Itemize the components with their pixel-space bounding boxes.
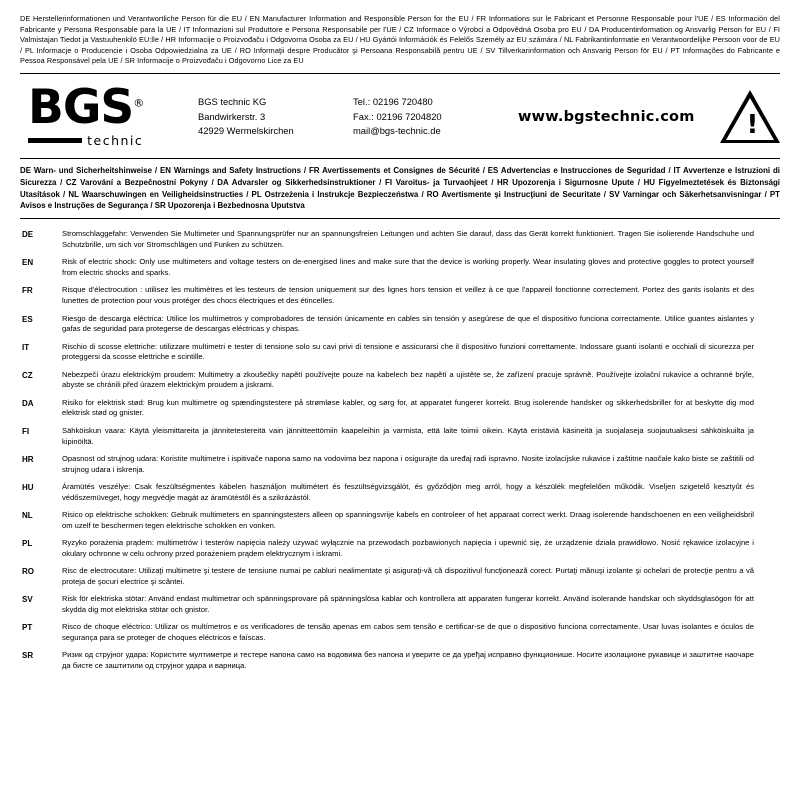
language-code: EN: [22, 258, 34, 268]
company-name: BGS technic KG: [198, 96, 267, 108]
logo-subtext: technic: [87, 132, 144, 148]
company-contact: [353, 95, 518, 139]
language-code: SR: [22, 651, 34, 661]
manufacturer-information-block: DE Herstellerinformationen und Verantwortliche Person für die EU / EN Manufacturer Information and Responsible Person for the EU / FR Informations sur le Fabricant et Personne Responsable pour l'UE / ES Información del Fabricante y Persona Responsable para la UE / IT Informazioni sul Produttore e Persona Responsabile per l'UE / CZ Informace o Výrobci a Odpovědná Osoba pro EU / DA Producentinformation og Ansvarlig Person for EU / FI Valmistajan Tiedot ja Vastuuhenkilö EU:lle / HR Informacije o Proizvođaču i Odgovorna Osoba za EU / HU Gyártói Információk és Felelős Személy az EU számára / NL Fabrikantinformatie en Verantwoordelijke Persoon voor de EU / PL Informacje o Producencie i Osoba Odpowiedzialna za UE / RO Informaţii despre Producător şi Persoana Responsabilă pentru UE / SV Tillverkarinformation och Ansvarig Person för EU / PT Informações do Fabricante e Pessoa Responsável pela UE / SR Informacije o Proizvođaču i Odgovorno Lice za EU: [20, 14, 780, 66]
list-item: [20, 257, 780, 279]
list-item: [20, 622, 780, 644]
language-code: HU: [22, 482, 34, 492]
fax-value: 02196 7204820: [376, 110, 442, 122]
language-text: Risc de electrocutare: Utilizaţi multimetre şi testere de tensiune numai pe cabluri nealimentate şi asiguraţi-vă că dispozitivul funcţionează corect. Purtaţi mănuşi izolante şi ochelari de protecţie pentru a vă proteja de şocuri electrice şi scântei.: [62, 566, 754, 586]
language-text: Opasnost od strujnog udara: Koristite multimetre i ispitivače napona samo na vodovima bez napona i osigurajte da uređaj radi ispravno. Nosite izolacijske rukavice i zaštitne naočale kako biste se zaštitili od strujnog udara i iskrenja.: [62, 453, 754, 474]
warning-triangle-container: [695, 90, 800, 143]
language-text: Stromschlaggefahr: Verwenden Sie Multimeter und Spannungsprüfer nur an spannungsfreien Leitungen und achten Sie darauf, dass das Gerät korrekt funktioniert. Tragen Sie isolierende Handschuhe und Schutzbrille, um sich vor Stromschlägen und Funken zu schützen.: [62, 229, 754, 250]
list-item: [20, 398, 780, 420]
brand-logo: [20, 80, 198, 148]
company-street: Bandwirkerstr. 3: [198, 110, 266, 122]
list-item: [20, 342, 780, 364]
telephone-line: [353, 95, 518, 110]
language-text: Risco de choque eléctrico: Utilizar os multímetros e os verificadores de tensão apenas em cabos sem tensão e certificar-se de que o dispositivo funciona correctamente. Usar luvas isolantes e óculos de segurança para se proteger de choques eléctricos e faíscas.: [62, 622, 754, 642]
language-text: Nebezpečí úrazu elektrickým proudem: Multimetry a zkoušečky napětí používejte pouze na kabelech bez napětí a ujistěte se, že zařízení pracuje správně. Používejte izolační rukavice a ochranné brýle, abyste se chránili před úrazem elektrickým proudem a jiskrami.: [62, 369, 754, 390]
language-code: CZ: [22, 370, 33, 380]
language-text: Ryzyko porażenia prądem: multimetrów i testerów napięcia należy używać wyłącznie na przewodach pozbawionych napięcia i upewnić się, że urządzenie działa prawidłowo. Nosić rękawice izolacyjne i okulary ochronne w celu ochrony przed porażeniem prądem elektrycznym i iskrami.: [62, 538, 754, 558]
list-item: [20, 426, 780, 448]
language-text: Risque d'électrocution : utilisez les multimètres et les testeurs de tension uniquement sur des lignes hors tension et veillez à ce que l'appareil fonctionne correctement. Portez des gants isolants et des lunettes de protection pour vous protéger des chocs électriques et des étincelles.: [62, 285, 754, 306]
language-code: IT: [22, 342, 30, 352]
list-item: [20, 510, 780, 532]
language-text: Risico op elektrische schokken: Gebruik multimeters en spanningstesters alleen op spanningsvrije kabels en controleer of het apparaat correct werkt. Draag isolerende handschoenen en een veiligheidsbril om uzelf te beschermen tegen elektrische schokken en vonken.: [62, 509, 754, 530]
registered-trademark-icon: ®: [133, 96, 144, 110]
safety-instructions-heading: DE Warn- und Sicherheitshinweise / EN Warnings and Safety Instructions / FR Avertissements et Consignes de Sécurité / ES Advertencias e Instrucciones de Seguridad / IT Avvertenze e Istruzioni di Sicurezza / CZ Varování a Bezpečnostní Pokyny / DA Advarsler og Sikkerhedsinstruktioner / FI Varoitus- ja Turvaohjeet / HR Upozorenja i Sigurnosne Upute / HU Figyelmeztetések és Biztonsági Utasítások / NL Waarschuwingen en Veiligheidsinstructies / PL Ostrzeżenia i Instrukcje Bezpieczeństwa / RO Avertismente şi Instrucţiuni de Securitate / SV Varningar och Säkerhetsanvisningar / PT Avisos e Instruções de Segurança / SR Upozorenja i Bezbednosna Uputstva: [20, 165, 780, 211]
telephone-label: Tel.:: [353, 96, 371, 108]
language-code: SV: [22, 595, 33, 605]
list-item: [20, 285, 780, 307]
list-item: [20, 594, 780, 616]
company-address-band: [20, 74, 780, 158]
language-text: Rischio di scosse elettriche: utilizzare multimetri e tester di tensione solo su cavi privi di tensione e assicurarsi che il dispositivo funzioni correttamente. Indossare guanti isolanti e occhiali di sicurezza per proteggersi da scosse elettriche e scintille.: [62, 341, 754, 362]
language-text: Ризик од струјног удара: Користите мултиметре и тестере напона само на водовима без напона и уверите се да уређај исправно функционише. Носите изолационе рукавице и заштитне наочаре да бисте се заштитили од струјног удара и варница.: [62, 650, 754, 671]
language-code: RO: [22, 567, 34, 577]
list-item: [20, 566, 780, 588]
language-text: Áramütés veszélye: Csak feszültségmentes kábelen használjon multimétert és feszültségvizsgálót, és győződjön meg arról, hogy a készülék megfelelően működik. Viseljen szigetelő kesztyűt és védőszemüveget, hogy megvédje magát az áramütéstől és a szikrázástól.: [62, 481, 754, 502]
list-item: [20, 314, 780, 336]
fax-line: [353, 110, 518, 125]
list-item: [20, 538, 780, 560]
list-item: [20, 482, 780, 504]
language-code: DA: [22, 398, 34, 408]
list-item: [20, 650, 780, 672]
list-item: [20, 370, 780, 392]
email-value: mail@bgs-technic.de: [353, 125, 441, 137]
language-code: ES: [22, 314, 33, 324]
language-text: Sähköiskun vaara: Käytä yleismittareita ja jännitetestereitä vain jännitteettömiin kaapeleihin ja varmista, että laite toimii oikein. Käytä eristäviä käsineitä ja suojalaseja suojautuaksesi sähköiskuilta ja kipinöiltä.: [62, 425, 754, 446]
language-code: NL: [22, 510, 33, 520]
language-code: PL: [22, 539, 33, 549]
list-item: [20, 229, 780, 251]
warning-triangle-icon: [720, 90, 780, 143]
language-code: FR: [22, 286, 33, 296]
company-address: [198, 95, 353, 139]
language-code: HR: [22, 454, 34, 464]
website-url: www.bgstechnic.com: [518, 108, 695, 125]
language-text: Risk of electric shock: Only use multimeters and voltage testers on de-energised lines and make sure that the device is working properly. Wear insulating gloves and protective goggles to protect yourself from electric shocks and sparks.: [62, 257, 754, 278]
fax-label: Fax.:: [353, 110, 374, 122]
telephone-value: 02196 720480: [372, 96, 433, 108]
language-code: PT: [22, 623, 33, 633]
language-code: FI: [22, 426, 30, 436]
list-item: [20, 454, 780, 476]
company-city: 42929 Wermelskirchen: [198, 125, 294, 137]
language-text: Riesgo de descarga eléctrica: Utilice los multímetros y comprobadores de tensión únicamente en cables sin tensión y asegúrese de que el dispositivo funciona correctamente. Utilice guantes aislantes y gafas de seguridad para protegerse de descargas eléctricas y chispas.: [62, 313, 754, 334]
exclamation-mark-icon: !: [746, 110, 759, 141]
language-text: Risk för elektriska stötar: Använd endast multimetrar och spänningsprovare på spänningslösa kablar och kontrollera att apparaten fungerar korrekt. Använd isolerande handskar och skyddsglasögon för att skydda dig mot elektriska stötar och gnistor.: [62, 594, 754, 614]
logo-wordmark: BGS: [28, 80, 134, 136]
language-code: DE: [22, 230, 34, 240]
logo-bar-left: [28, 138, 82, 143]
safety-instruction-list: [20, 219, 780, 672]
language-text: Risiko for elektrisk stød: Brug kun multimetre og spændingstestere på strømløse kabler, og sørg for, at apparatet fungerer korrekt. Brug isolerende handsker og sikkerhedsbriller for at beskytte dig mod elektrisk stød og gnister.: [62, 397, 754, 418]
